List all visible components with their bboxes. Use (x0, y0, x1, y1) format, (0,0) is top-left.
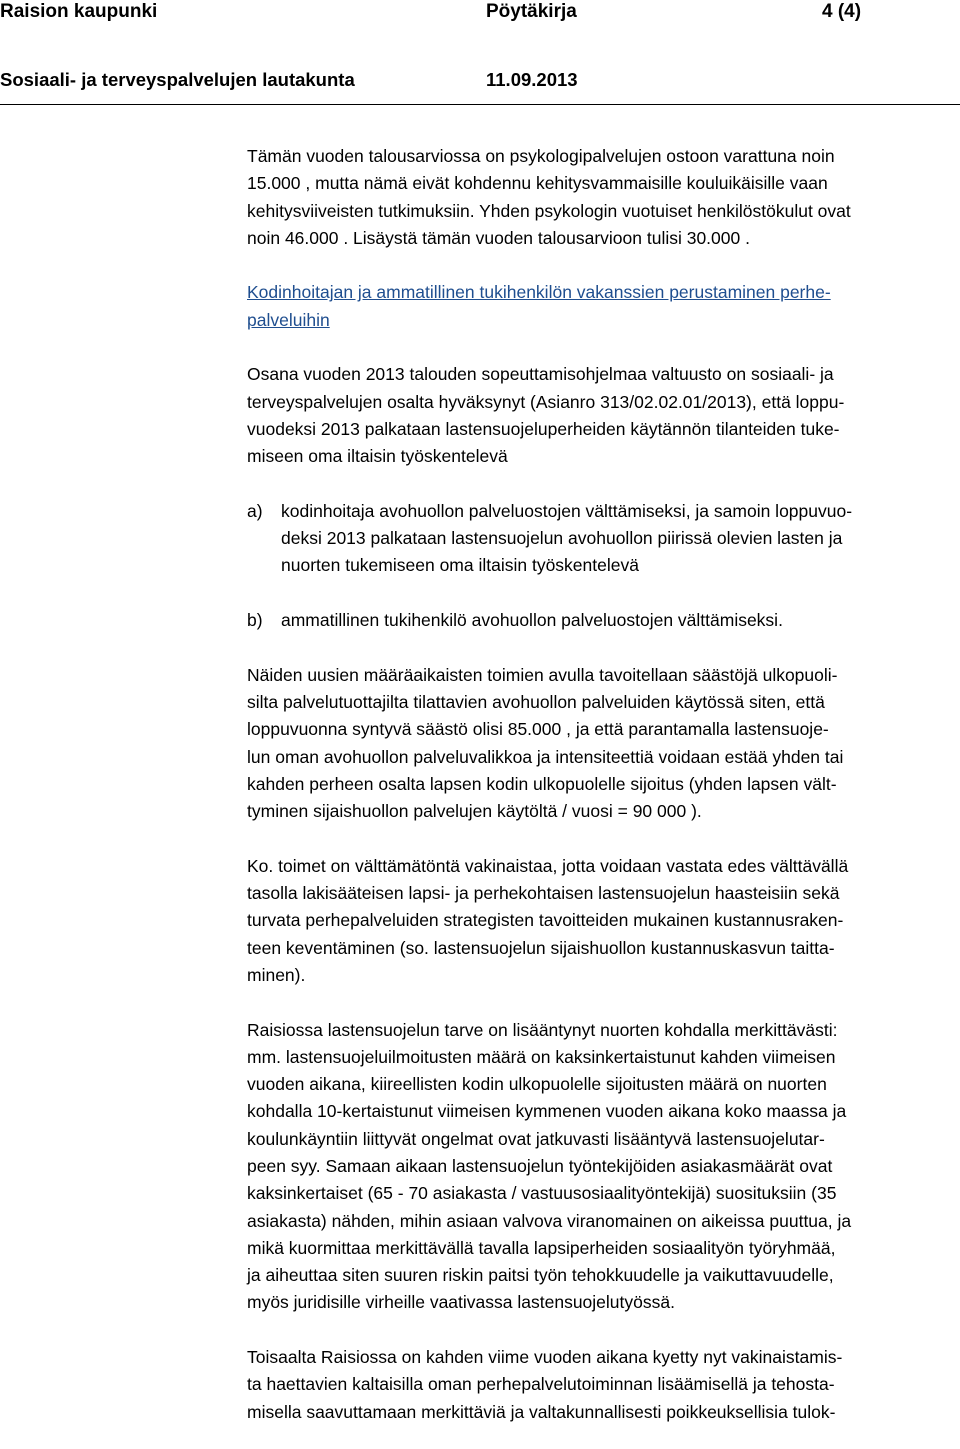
document-body (247, 143, 959, 1426)
paragraph-results (247, 1344, 959, 1426)
text-line: lun oman avohuollon palveluvalikkoa ja intensiteettiä voidaan estää yhden tai (247, 746, 844, 767)
text-line: kodinhoitaja avohuollon palveluostojen välttämiseksi, ja samoin loppuvuo- (281, 500, 853, 521)
text-line: kehitysviiveisten tutkimuksiin. Yhden psykologin vuotuiset henkilöstökulut ovat (247, 200, 851, 221)
paragraph-permanence (247, 853, 959, 989)
organization-name: Raision kaupunki (0, 1, 158, 22)
text-line: Osana vuoden 2013 talouden sopeuttamisohjelmaa valtuusto on sosiaali- ja (247, 364, 834, 385)
text-line: misella saavuttamaan merkittäviä ja valtakunnallisesti poikkeuksellisia tulok- (247, 1401, 836, 1422)
text-line: nuorten tukemiseen oma iltaisin työskentelevä (281, 555, 639, 576)
text-line: asiakasta) nähden, mihin asiaan valvova viranomainen on aikeissa puuttua, ja (247, 1210, 852, 1231)
page-number: 4 (4) (822, 1, 862, 22)
text-line: myös juridisille virheille vaativassa lastensuojelutyössä. (247, 1292, 675, 1313)
text-line: ammatillinen tukihenkilö avohuollon palveluostojen välttämiseksi. (281, 610, 783, 631)
text-line: tyminen sijaishuollon palvelujen käytöltä / vuosi = 90 000 ). (247, 801, 702, 822)
paragraph-savings (247, 662, 959, 826)
section-heading-line: palveluihin (247, 309, 330, 330)
text-line: teen keventäminen (so. lastensuojelun sijaishuollon kustannuskasvun taitta- (247, 937, 835, 958)
text-line: 15.000 , mutta nämä eivät kohdennu kehitysvammaisille kouluikäisille vaan (247, 173, 828, 194)
list-item (247, 498, 959, 580)
list-marker: b) (247, 610, 263, 631)
text-line: ta haettavien kaltaisilla oman perhepalvelutoiminnan lisäämisellä ja tehosta- (247, 1374, 835, 1395)
paragraph-decision (247, 361, 959, 470)
text-line: Ko. toimet on välttämätöntä vakinaistaa, jotta voidaan vastata edes välttävällä (247, 855, 849, 876)
text-line: terveyspalvelujen osalta hyväksynyt (Asianro 313/02.02.01/2013), että loppu- (247, 391, 845, 412)
header-rule (0, 104, 960, 105)
text-line: vuodeksi 2013 palkataan lastensuojeluperheiden käytännön tilanteiden tuke- (247, 418, 840, 439)
text-line: Raisiossa lastensuojelun tarve on lisääntynyt nuorten kohdalla merkittävästi: (247, 1019, 838, 1040)
meeting-date: 11.09.2013 (486, 69, 578, 90)
paragraph-budget (247, 143, 959, 252)
text-line: mikä kuormittaa merkittävällä tavalla lapsiperheiden sosiaalityön työryhmää, (247, 1237, 836, 1258)
text-line: koulunkäyntiin liittyvät ongelmat ovat jatkuvasti lisääntyvä lastensuojelutar- (247, 1128, 825, 1149)
list-item (247, 607, 959, 634)
text-line: miseen oma iltaisin työskentelevä (247, 446, 508, 467)
section-heading (247, 279, 959, 334)
text-line: minen). (247, 964, 306, 985)
paragraph-child-protection-need (247, 1017, 959, 1317)
text-line: ja aiheuttaa siten suuren riskin paitsi työn tehokkuudelle ja vaikuttavuudelle, (247, 1265, 834, 1286)
text-line: turvata perhepalveluiden strategisten tavoitteiden mukainen kustannusraken- (247, 910, 844, 931)
section-heading-line: Kodinhoitajan ja ammatillinen tukihenkilön vakanssien perustaminen perhe- (247, 282, 831, 303)
text-line: kohdalla 10-kertaistunut viimeisen kymmenen vuoden aikana koko maassa ja (247, 1101, 847, 1122)
text-line: kaksinkertaiset (65 - 70 asiakasta / vastuusosiaalityöntekijä) suosituksiin (35 (247, 1183, 837, 1204)
text-line: kahden perheen osalta lapsen kodin ulkopuolelle sijoitus (yhden lapsen vält- (247, 773, 837, 794)
text-line: mm. lastensuojeluilmoitusten määrä on kaksinkertaistunut kahden viimeisen (247, 1046, 836, 1067)
document-header (0, 0, 960, 106)
text-line: peen syy. Samaan aikaan lastensuojelun työntekijöiden asiakasmäärät ovat (247, 1155, 833, 1176)
text-line: vuoden aikana, kiireellisten kodin ulkopuolelle sijoitusten määrä on nuorten (247, 1074, 827, 1095)
document-type: Pöytäkirja (486, 1, 577, 22)
list-marker: a) (247, 500, 263, 521)
text-line: deksi 2013 palkataan lastensuojelun avohuollon piirissä olevien lasten ja (281, 528, 843, 549)
text-line: Toisaalta Raisiossa on kahden viime vuoden aikana kyetty nyt vakinaistamis- (247, 1347, 843, 1368)
text-line: Tämän vuoden talousarviossa on psykologipalvelujen ostoon varattuna noin (247, 146, 835, 166)
text-line: loppuvuonna syntyvä säästö olisi 85.000 , ja että parantamalla lastensuoje- (247, 719, 829, 740)
text-line: silta palvelutuottajilta tilattavien avohuollon palveluiden käytössä siten, että (247, 691, 825, 712)
text-line: noin 46.000 . Lisäystä tämän vuoden talousarvioon tulisi 30.000 . (247, 227, 750, 248)
committee-name: Sosiaali- ja terveyspalvelujen lautakunta (0, 69, 355, 90)
text-line: tasolla lakisääteisen lapsi- ja perhekohtaisen lastensuojelun haasteisiin sekä (247, 883, 840, 904)
text-line: Näiden uusien määräaikaisten toimien avulla tavoitellaan säästöjä ulkopuoli- (247, 664, 838, 685)
